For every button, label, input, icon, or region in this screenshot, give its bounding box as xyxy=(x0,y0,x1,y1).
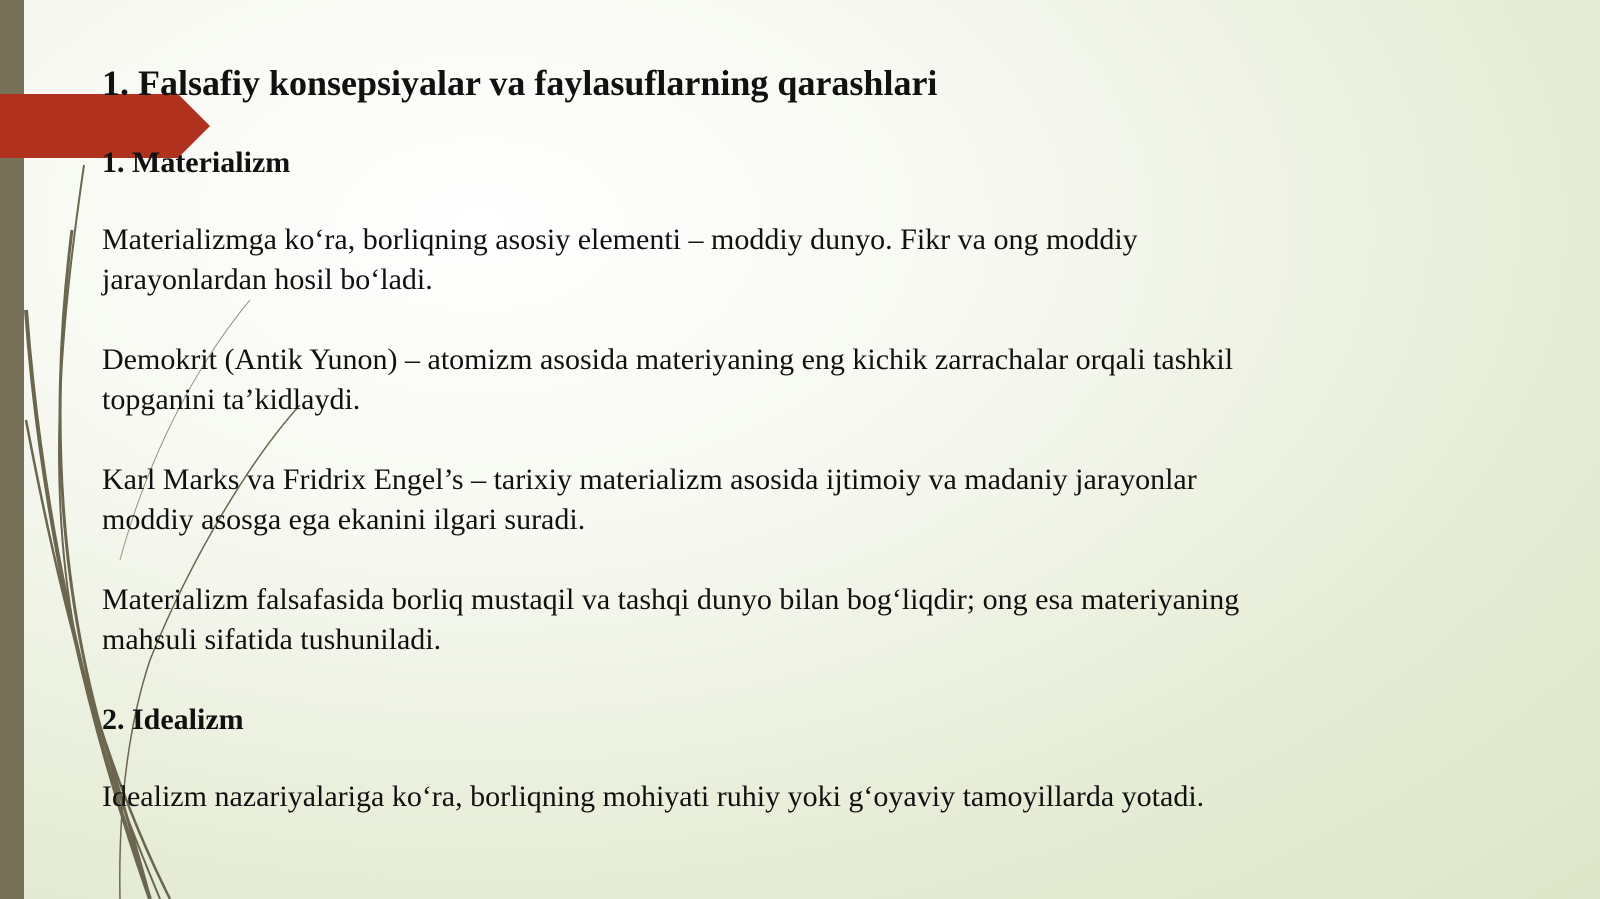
paragraph: Karl Marks va Fridrix Engel’s – tarixiy materializm asosida ijtimoiy va madaniy jarayonlar moddiy asosga ega ekanini ilgari suradi. xyxy=(102,463,1197,537)
paragraph: Materializm falsafasida borliq mustaqil va tashqi dunyo bilan bog‘liqdir; ong esa materiyaning mahsuli sifatida tushuniladi. xyxy=(102,583,1240,657)
slide-content xyxy=(102,62,1282,857)
section-heading-idealizm: 2. Idealizm xyxy=(102,703,244,737)
paragraph: Demokrit (Antik Yunon) – atomizm asosida materiyaning eng kichik zarrachalar orqali tashkil topganini ta’kidlaydi. xyxy=(102,343,1234,417)
paragraph: Idealizm nazariyalariga ko‘ra, borliqning mohiyati ruhiy yoki g‘oyaviy tamoyillarda yotadi. xyxy=(102,780,1205,814)
section-heading-materializm: 1. Materializm xyxy=(102,146,291,180)
paragraph: Materializmga ko‘ra, borliqning asosiy elementi – moddiy dunyo. Fikr va ong moddiy jarayonlardan hosil bo‘ladi. xyxy=(102,223,1138,297)
slide-title: 1. Falsafiy konsepsiyalar va faylasuflarning qarashlari xyxy=(102,63,938,103)
